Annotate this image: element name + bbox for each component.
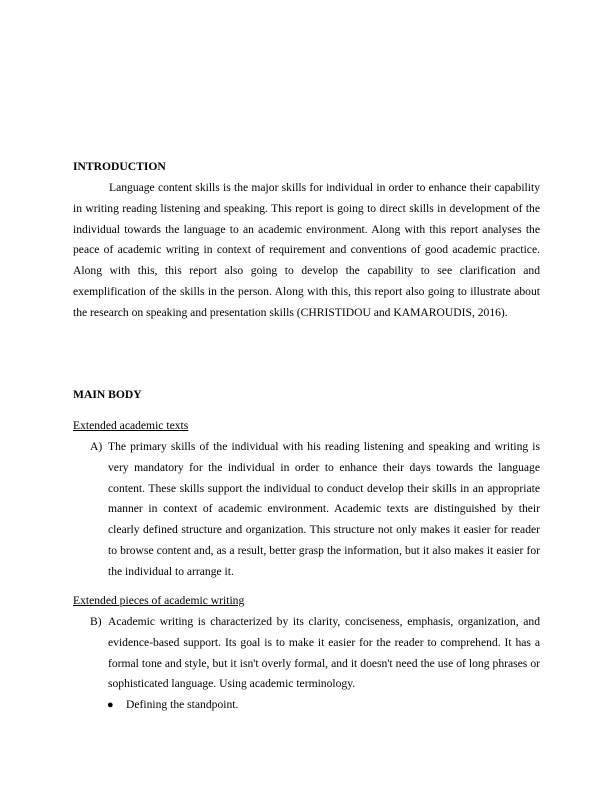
list-marker-a: A) <box>90 440 103 453</box>
introduction-heading: INTRODUCTION <box>73 160 166 173</box>
list-item-a-text: The primary skills of the individual with his reading listening and speaking and writing is very mandatory for the individual in order to enhance their days towards the language content. These skills support the individual to conduct develop their skills in an appropriate manner in context of academic environment. Academic texts are distinguished by their clearly defined structure and organization. This structure not only makes it easier for reader to browse content and, as a result, better grasp the information, but it also makes it easier for the individual to arrange it. <box>108 440 540 578</box>
bullet-icon: ● <box>107 699 114 711</box>
introduction-paragraph: Language content skills is the major skills for individual in order to enhance their capability in writing reading listening and speaking. This report is going to direct skills in development of the individual towards the language to an academic environment. Along with this report analyses the peace of academic writing in context of requirement and conventions of good academic practice. Along with this, this report also going to develop the capability to see clarification and exemplification of the skills in the person. Along with this, this report also going to illustrate about the research on speaking and presentation skills (CHRISTIDOU and KAMAROUDIS, 2016). <box>73 181 540 319</box>
main-body-heading: MAIN BODY <box>73 388 142 401</box>
list-item-b-text: Academic writing is characterized by its clarity, conciseness, emphasis, organization, and evidence-based support. Its goal is to make it easier for the reader to comprehend. It has a formal tone and style, but it isn't overly formal, and it doesn't need the use of long phrases or sophisticated language. Using academic terminology. <box>108 615 540 691</box>
bullet-item <box>107 695 239 716</box>
bullet-item-text: Defining the standpoint. <box>126 698 239 711</box>
extended-pieces-subheading: Extended pieces of academic writing <box>73 594 245 607</box>
list-item-b <box>90 612 540 695</box>
extended-academic-texts-subheading: Extended academic texts <box>73 419 189 432</box>
list-marker-b: B) <box>90 615 102 628</box>
list-item-a <box>90 437 540 583</box>
